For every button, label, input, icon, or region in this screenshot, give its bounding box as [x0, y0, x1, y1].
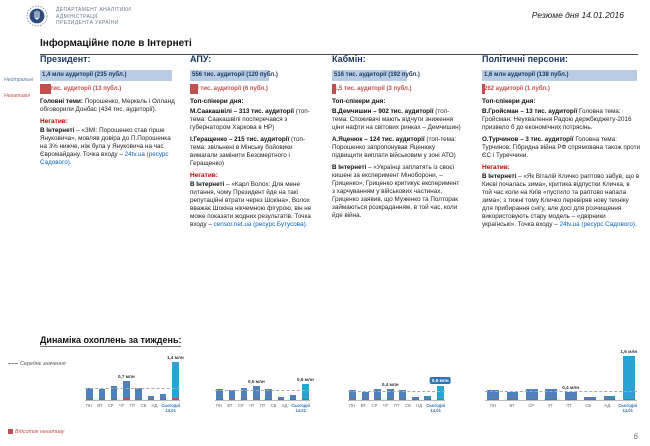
day-label: ПТ: [129, 403, 136, 408]
negative-segment: [216, 399, 223, 400]
negative-heading: Негатив:: [482, 164, 510, 171]
org-line: ДЕПАРТАМЕНТ АНАЛІТИКИ: [56, 7, 132, 13]
chart-bars: [85, 352, 184, 401]
chart-bar: [264, 352, 273, 400]
column-apu: [190, 54, 318, 233]
speaker-item: [482, 136, 640, 160]
neutral-stat-value: 1,4 млн аудиторії (235 публ.): [42, 72, 127, 78]
top-speakers-label: Топ-спікери дня:: [482, 98, 536, 105]
negative-segment: [99, 399, 106, 400]
day-label: ПН: [349, 403, 356, 408]
speaker-name: В.Гройсман – 13 тис. аудиторії: [482, 108, 578, 115]
speaker-topic: (топ-тема: Споживачі мають відчути зниження ціни нафти на світових ринках – Демчишин): [332, 108, 461, 131]
negative-heading: Негатив:: [40, 118, 68, 125]
day-label: НД: [281, 403, 288, 408]
dashed-line-icon: [8, 363, 18, 364]
speaker-topic: (топ-тема: звільнені в Мінську бойовики вимагали замінити Безсмертного і Геращенко): [190, 136, 305, 167]
average-line: [85, 388, 180, 389]
source-link[interactable]: censor.net.ua (ресурс Бутусова).: [213, 221, 308, 228]
negative-segment: [387, 399, 394, 400]
logo-emblem-icon: [26, 5, 48, 27]
chart-bar: [582, 352, 598, 400]
day-label: ВТ: [509, 403, 515, 408]
negative-legend: [8, 429, 64, 435]
day-label: ПН: [215, 403, 222, 408]
negative-segment: [424, 399, 431, 400]
negative-segment: [253, 399, 260, 400]
negative-lead: В Інтернеті: [40, 127, 75, 134]
chart-bar: [97, 352, 106, 400]
chart-bar: [373, 352, 383, 400]
chart-bar: [504, 352, 520, 400]
chart-bar: [361, 352, 371, 400]
negative-lead: В Інтернеті: [190, 181, 225, 188]
chart-apu: [215, 352, 314, 424]
average-legend-label: Середнє значення: [20, 361, 66, 367]
chart-bar: [289, 352, 298, 400]
day-label: ЧТ: [118, 403, 125, 408]
negative-segment: [86, 399, 93, 400]
chart-political-persons: [485, 349, 638, 424]
negative-segment: [526, 399, 538, 400]
neutral-stat-value: 1,6 млн аудиторії (138 публ.): [484, 72, 569, 78]
column-cabinet: [332, 54, 462, 224]
chart-bar: [247, 352, 265, 400]
speaker-item: [482, 108, 640, 132]
chart-bar: [134, 352, 143, 400]
chart-bar: [240, 352, 249, 400]
negative-segment: [507, 399, 519, 400]
negative-segment: [160, 399, 167, 400]
day-label: СР: [237, 403, 244, 408]
chart-bar: [276, 352, 285, 400]
negative-segment: [241, 399, 248, 400]
dynamics-title: Динаміка охоплень за тиждень:: [40, 335, 182, 345]
speaker-topic: Головна тема: Гройсман: Неухвалення Радою держбюджету-2016 призвело б до економічних потрясінь.: [482, 108, 632, 131]
day-label: ПН: [490, 403, 497, 408]
negative-text: – «ЗМІ: Порошенко став гірше Януковича», мовляв довіра до П.Порошенка на 3% нижче, ніж була у Януковича на час Євромайдану. Точка входу –: [40, 127, 171, 158]
negative-segment: [623, 399, 635, 400]
negative-segment: [135, 399, 142, 400]
bar-annotation: 0,5 млн: [431, 378, 449, 383]
average-line: [348, 391, 445, 392]
chart-bar: [601, 352, 617, 400]
day-label: ВТ: [360, 403, 366, 408]
average-line: [215, 390, 310, 391]
negative-segment: [399, 399, 406, 400]
org-name: [56, 7, 131, 27]
bar-annotation: 0,4 млн: [562, 385, 580, 390]
negative-segment: [487, 399, 499, 400]
negative-stat-value: 1,5 тис. аудиторії (3 публ.): [334, 86, 412, 92]
chart-bar: [423, 352, 433, 400]
neutral-stat-bar: [332, 70, 462, 81]
day-label: СР: [371, 403, 378, 408]
column-president: [40, 54, 178, 171]
day-label: ЧТ: [547, 403, 553, 408]
speaker-name: В.Демчишин – 902 тис. аудиторії: [332, 108, 434, 115]
negative-segment: [302, 399, 309, 400]
chart-bar: [620, 349, 638, 400]
speaker-topic: (топ-тема: Саакашвілі посперечався з губернатором Харкова в НР): [190, 108, 310, 131]
chart-bar: [348, 352, 358, 400]
chart-x-labels: [485, 403, 637, 413]
chart-bar: [215, 352, 224, 400]
chart-bar: [431, 352, 449, 400]
org-line: АДМІНІСТРАЦІЇ: [56, 13, 98, 20]
today-label: Сьогодні 14.01: [426, 403, 446, 413]
chart-cabinet: [348, 352, 449, 424]
chart-bar: [296, 352, 314, 400]
day-label: ВТ: [97, 403, 103, 408]
chart-x-labels: [215, 403, 310, 413]
day-label: СБ: [270, 403, 277, 408]
header: [26, 5, 640, 31]
chart-bar: [485, 352, 501, 400]
negative-segment: [172, 398, 179, 400]
page-number: 6: [633, 432, 638, 441]
column-political-persons: [482, 54, 640, 233]
column-title: АПУ:: [190, 54, 212, 64]
negative-segment: [229, 399, 236, 400]
day-label: ПТ: [394, 403, 400, 408]
neutral-stat-value: 556 тис. аудиторії (120 публ.): [192, 72, 278, 78]
bar-annotation: 0,6 млн: [296, 377, 314, 382]
day-label: ПН: [85, 403, 92, 408]
speaker-item: [332, 136, 462, 160]
top-speakers-label: Топ-спікери дня:: [190, 98, 244, 105]
negative-paragraph: [332, 164, 462, 220]
today-label: Сьогодні 14.01: [161, 403, 181, 413]
chart-bar: [166, 352, 184, 400]
negative-text: – «Карл Волох: Для мене питання, чому Президент йде на такі репутаційні втрати через Шокіна», Волох вважає Шокіна нікчемною фігурою, він не може показати жодних результатів. Точка входу –: [190, 181, 312, 228]
source-link[interactable]: 24tv.ua (ресурс Садового).: [40, 151, 169, 166]
negative-text: – «Українці заплатять із своєї кишені за експеримент Міноборони, – Гриценко», Гриценко критикує експеримент з харчуванням у військових частинах, Гриценко заявив, що Муженко та Полторак займаються розкраданням, в той час, коли йде війна.: [332, 164, 460, 219]
day-label: ЧТ: [248, 403, 255, 408]
day-label: СБ: [140, 403, 147, 408]
speaker-name: І.Геращенко – 215 тис. аудиторії: [190, 136, 290, 143]
negative-stat-bar: [482, 84, 640, 94]
day-label: СР: [107, 403, 114, 408]
day-label: ЧТ: [382, 403, 389, 408]
negative-segment: [123, 398, 130, 400]
negative-segment: [349, 399, 356, 400]
chart-bar: [117, 352, 135, 400]
date-label: Резюме дня 14.01.2016: [531, 10, 624, 20]
bar-annotation: 0,7 млн: [117, 374, 135, 379]
negative-legend-label: Відсоток негативу: [15, 429, 65, 435]
negative-text: – «Як Віталій Кличко раптово забув, що в Києві почалась зима», критика відпустки Кличка, в той час коли на Київ «пустило та раптово напала зима»; з тижні тому Кличко перевіряв нову техніку для прибирання снігу, але досі для розчищення використовують стару модель – «двірники українські». Точка входу –: [482, 173, 640, 228]
column-title: Політичні персони:: [482, 54, 568, 64]
chart-bars: [485, 349, 638, 401]
main-topics-text: Порошенко, Меркель і Олланд обговорили Донбас (434 тис. аудиторії).: [40, 98, 175, 113]
negative-paragraph: [190, 181, 318, 229]
chart-bar: [411, 352, 421, 400]
page-title: Інформаційне поле в Інтернеті: [40, 38, 192, 49]
speaker-item: [190, 108, 318, 132]
title-row: [40, 33, 638, 55]
speaker-topic: (топ-тема: Порошенко запропонував Яценюку підвищити виплати військовим у зоні АТО): [332, 136, 457, 159]
negative-lead: В Інтернеті: [482, 173, 517, 180]
negative-segment: [545, 399, 557, 400]
chart-bar: [398, 352, 408, 400]
day-label: СБ: [585, 403, 592, 408]
negative-segment: [278, 399, 285, 400]
negative-segment: [265, 399, 272, 400]
chart-bar: [381, 352, 399, 400]
chart-bar: [227, 352, 236, 400]
negative-segment: [290, 399, 297, 400]
negative-segment: [565, 399, 577, 400]
speaker-name: О.Турчинов – 3 тис. аудиторії: [482, 136, 574, 143]
neutral-stat-bar: [482, 70, 640, 81]
day-label: ПТ: [259, 403, 266, 408]
negative-segment: [437, 399, 444, 400]
neutral-stat-bar: [40, 70, 178, 81]
neutral-axis-label: Нейтральні: [4, 77, 34, 83]
chart-bars: [348, 352, 449, 401]
negative-segment: [362, 399, 369, 400]
negative-stat-value: 39 тис. аудиторії (6 публ.): [192, 86, 268, 92]
neutral-stat-value: 516 тис. аудиторії (192 публ.): [334, 72, 420, 78]
negative-stat-bar: [40, 84, 178, 94]
chart-bar: [563, 352, 579, 400]
bar-annotation: 1,6 млн: [620, 349, 638, 354]
day-label: ПТ: [566, 403, 572, 408]
bar-annotation: 0,5 млн: [247, 379, 265, 384]
speaker-topic: Головна тема: Турчинов: Гібридна війна РФ спрямована також проти ЄС і Туреччини.: [482, 136, 640, 159]
bar-annotation: 0,4 млн: [381, 382, 399, 387]
negative-segment: [148, 399, 155, 400]
main-topics-label: Головні теми:: [40, 98, 84, 105]
speaker-name: А.Яценюк – 124 тис. аудиторії: [332, 136, 425, 143]
day-label: ВТ: [227, 403, 233, 408]
negative-segment: [604, 399, 616, 400]
chart-x-labels: [85, 403, 180, 413]
day-label: НД: [151, 403, 158, 408]
chart-x-labels: [348, 403, 445, 413]
negative-heading: Негатив:: [190, 172, 218, 179]
chart-bar: [543, 352, 559, 400]
negative-lead: В Інтернеті: [332, 164, 367, 171]
speaker-item: [190, 136, 318, 168]
chart-bars: [215, 352, 314, 401]
day-label: СБ: [405, 403, 411, 408]
negative-stat-value: 262 аудиторії (1 публ.): [484, 86, 550, 92]
negative-segment: [584, 399, 596, 400]
average-legend: [8, 361, 66, 367]
speaker-name: М.Саакашвілі – 313 тис. аудиторії: [190, 108, 295, 115]
negative-paragraph: [40, 127, 178, 167]
today-label: Сьогодні 14.01: [618, 403, 638, 413]
average-line: [485, 391, 637, 392]
chart-bar: [146, 352, 155, 400]
day-label: НД: [604, 403, 611, 408]
org-line: ПРЕЗИДЕНТА УКРАЇНИ: [56, 20, 119, 26]
bar-annotation: 1,4 млн: [166, 355, 184, 360]
negative-stat-bar: [190, 84, 318, 94]
red-square-icon: [8, 429, 13, 434]
column-title: Кабмін:: [332, 54, 366, 64]
negative-segment: [374, 399, 381, 400]
speaker-item: [332, 108, 462, 132]
chart-president: [85, 352, 184, 424]
column-title: Президент:: [40, 54, 91, 64]
source-link[interactable]: 24tv.ua (ресурс Садового).: [559, 221, 637, 228]
negative-segment: [412, 399, 419, 400]
negative-stat-bar: [332, 84, 462, 94]
chart-bar: [524, 352, 540, 400]
chart-bar: [85, 352, 94, 400]
today-label: Сьогодні 14.01: [291, 403, 311, 413]
top-speakers-label: Топ-спікери дня:: [332, 98, 386, 105]
neutral-stat-bar: [190, 70, 318, 81]
main-topics: [40, 98, 178, 114]
day-label: НД: [416, 403, 423, 408]
day-label: СР: [528, 403, 535, 408]
negative-axis-label: Негативні: [4, 93, 30, 99]
negative-stat-value: 67 тис. аудиторії (13 публ.): [42, 86, 122, 92]
negative-paragraph: [482, 173, 640, 229]
negative-segment: [111, 399, 118, 400]
